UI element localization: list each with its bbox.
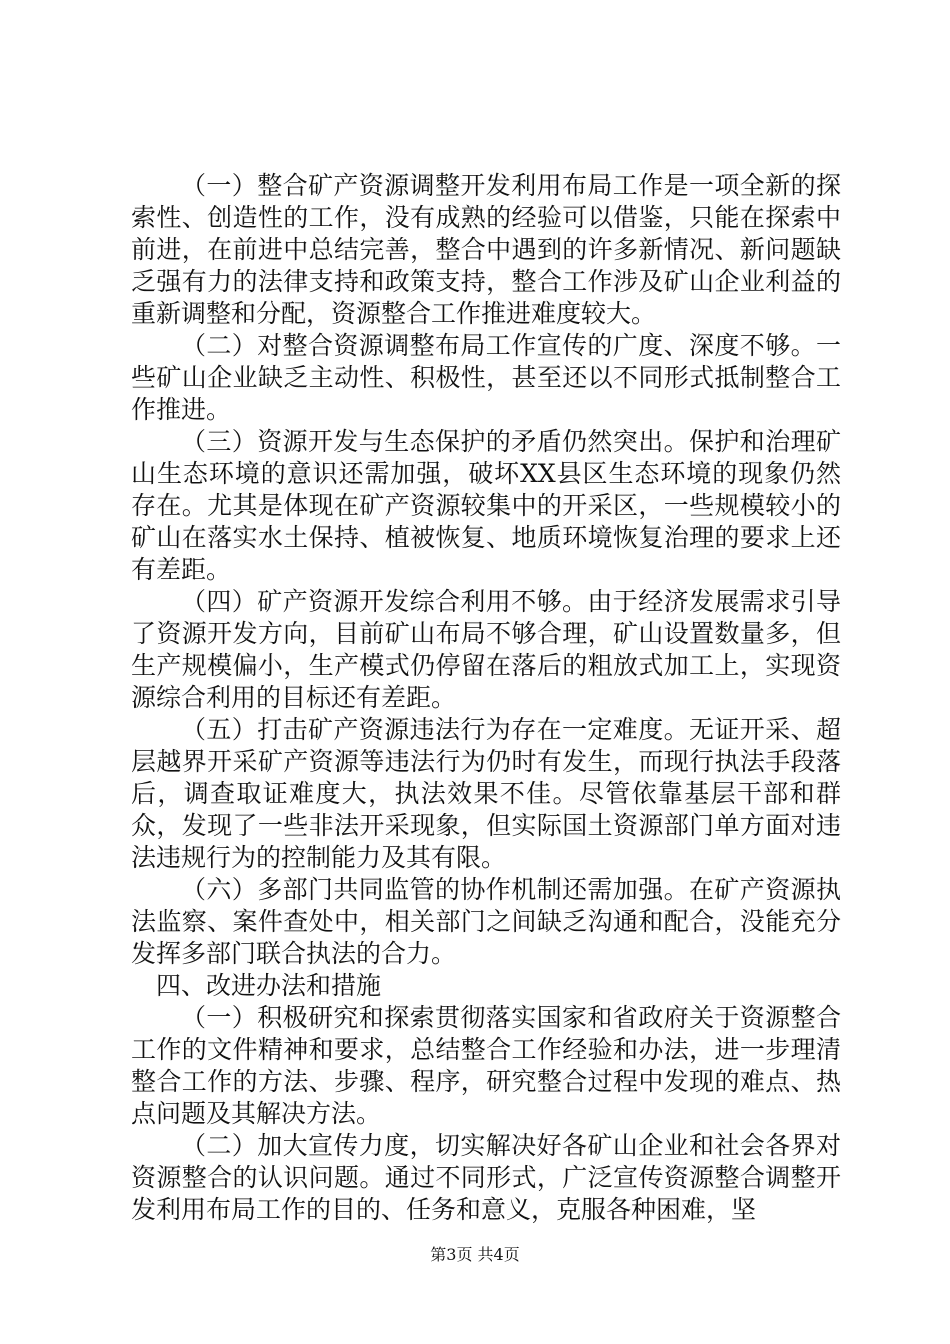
section-heading: 四、改进办法和措施 [156,971,382,1000]
paragraph-1: （一）整合矿产资源调整开发利用布局工作是一项全新的探索性、创造性的工作，没有成熟的经验可以借鉴，只能在探索中前进，在前进中总结完善，整合中遇到的许多新情况、新问题缺乏强有力的法律支持和政策支持，整合工作涉及矿山企业利益的重新调整和分配，资源整合工作推进难度较大。 [131,171,841,328]
paragraph-6: （六）多部门共同监管的协作机制还需加强。在矿产资源执法监察、案件查处中，相关部门之间缺乏沟通和配合，没能充分发挥多部门联合执法的合力。 [131,875,841,968]
paragraph-3: （三）资源开发与生态保护的矛盾仍然突出。保护和治理矿山生态环境的意识还需加强，破坏XX县区生态环境的现象仍然存在。尤其是体现在矿产资源较集中的开采区，一些规模较小的矿山在落实水土保持、植被恢复、地质环境恢复治理的要求上还有差距。 [131,427,841,584]
paragraph-4: （四）矿产资源开发综合利用不够。由于经济发展需求引导了资源开发方向，目前矿山布局不够合理，矿山设置数量多，但生产规模偏小，生产模式仍停留在落后的粗放式加工上，实现资源综合利用的目标还有差距。 [131,587,841,712]
paragraph-7: （一）积极研究和探索贯彻落实国家和省政府关于资源整合工作的文件精神和要求，总结整合工作经验和办法，进一步理清整合工作的方法、步骤、程序，研究整合过程中发现的难点、热点问题及其解决方法。 [131,1003,841,1128]
paragraph-8: （二）加大宣传力度，切实解决好各矿山企业和社会各界对资源整合的认识问题。通过不同形式，广泛宣传资源整合调整开发利用布局工作的目的、任务和意义，克服各种困难，坚 [131,1131,841,1224]
paragraph-5: （五）打击矿产资源违法行为存在一定难度。无证开采、超层越界开采矿产资源等违法行为仍时有发生，而现行执法手段落后，调查取证难度大，执法效果不佳。尽管依靠基层干部和群众，发现了一些非法开采现象，但实际国土资源部门单方面对违法违规行为的控制能力及其有限。 [131,715,841,872]
document-body [131,170,841,1226]
paragraph-2: （二）对整合资源调整布局工作宣传的广度、深度不够。一些矿山企业缺乏主动性、积极性，甚至还以不同形式抵制整合工作推进。 [131,331,841,424]
page-footer: 第3页 共4页 [430,1245,520,1264]
